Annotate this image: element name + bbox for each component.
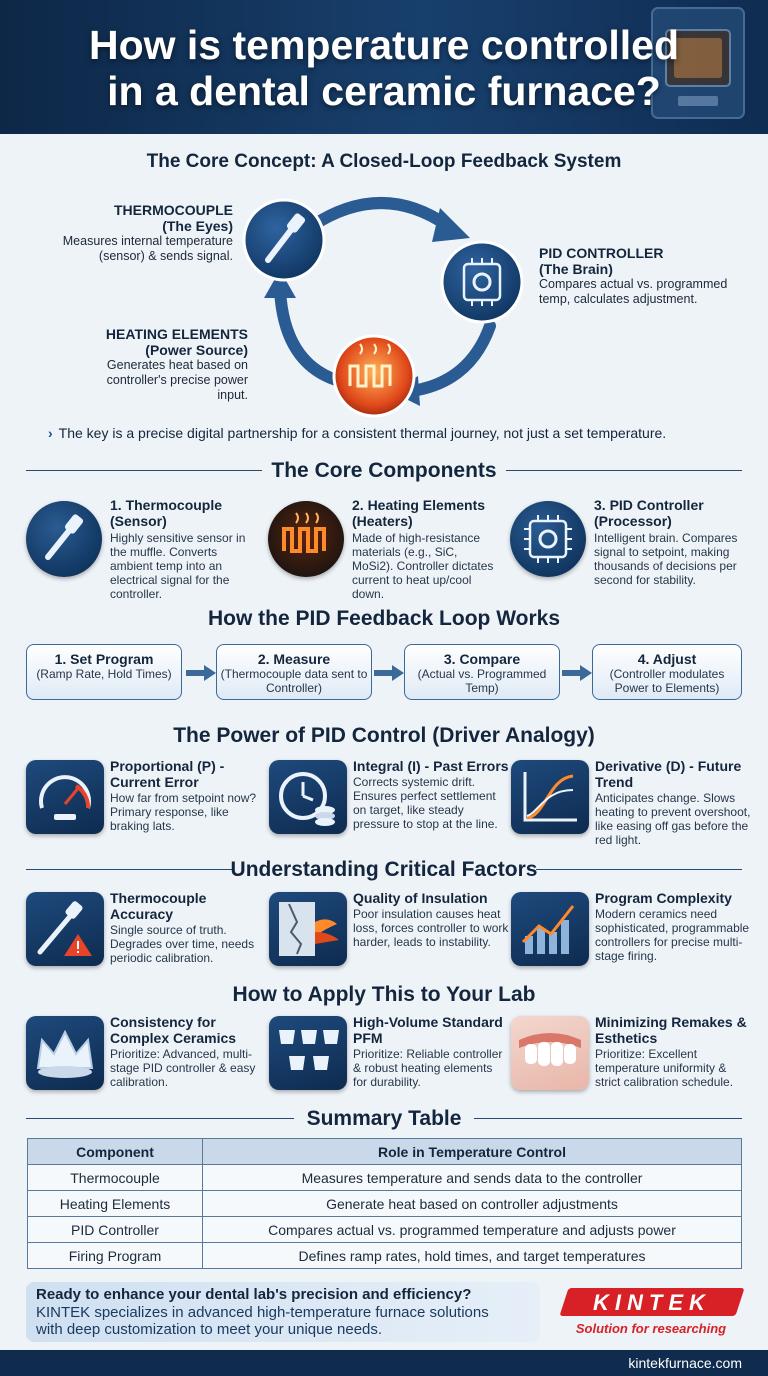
header-banner (0, 0, 768, 134)
table-cell: PID Controller (28, 1217, 203, 1243)
table-cell: Thermocouple (28, 1165, 203, 1191)
chevron-right-icon: › (48, 425, 53, 441)
page-title: How is temperature controlled in a dental ceramic furnace? (88, 22, 680, 114)
table-row (28, 1165, 742, 1191)
column-header: Component (28, 1139, 203, 1165)
summary-heading: Summary Table (306, 1107, 462, 1130)
cta-line: with deep customization to meet your unique needs. (36, 1321, 383, 1338)
arrow-right-icon (562, 665, 592, 681)
thermocouple-probe-icon (26, 501, 102, 577)
cta-box (26, 1282, 540, 1342)
chip-gear-icon (510, 501, 586, 577)
logo-wordmark: KINTEK (593, 1290, 711, 1315)
loop-step-adjust: 4. Adjust (Controller modulates Power to Elements) (592, 644, 742, 700)
table-row (28, 1243, 742, 1269)
pid-loop-heading: How the PID Feedback Loop Works (208, 607, 560, 630)
trend-curve-icon (511, 760, 589, 834)
table-cell: Heating Elements (28, 1191, 203, 1217)
apply-heading: How to Apply This to Your Lab (232, 983, 536, 1006)
table-row (28, 1191, 742, 1217)
table-header-row (28, 1139, 742, 1165)
dental-crowns-icon (269, 1016, 347, 1090)
cta-line: KINTEK specializes in advanced high-temperature furnace solutions (36, 1304, 489, 1321)
clock-coins-icon (269, 760, 347, 834)
feedback-loop-diagram (232, 186, 540, 420)
logo-tagline: Solution for researching (575, 1321, 727, 1336)
footer-bar (0, 1350, 768, 1376)
probe-warning-icon (26, 892, 104, 966)
thermocouple-node (244, 200, 324, 280)
key-insight-line: › The key is a precise digital partnership for a consistent thermal journey, not just a set temperature. (48, 425, 667, 441)
loop-step-compare: 3. Compare (Actual vs. Programmed Temp) (404, 644, 560, 700)
cracked-insulation-icon (269, 892, 347, 966)
arrow-right-icon (374, 665, 404, 681)
teeth-icon (511, 1016, 589, 1090)
website-link[interactable]: kintekfurnace.com (628, 1355, 742, 1371)
bar-chart-trend-icon (511, 892, 589, 966)
table-row (28, 1217, 742, 1243)
heating-coil-icon (268, 501, 344, 577)
kintek-logo[interactable] (558, 1288, 744, 1340)
summary-table (27, 1138, 742, 1269)
heating-elements-label: HEATING ELEMENTS (Power Source) Generates heat based on controller's precise power input. (105, 326, 248, 402)
table-cell: Generate heat based on controller adjustments (203, 1191, 742, 1217)
pid-controller-label: PID CONTROLLER (The Brain) Compares actual vs. programmed temp, calculates adjustment. (539, 245, 728, 306)
table-cell: Measures temperature and sends data to the controller (203, 1165, 742, 1191)
speedometer-icon (26, 760, 104, 834)
crown-icon (26, 1016, 104, 1090)
table-cell: Defines ramp rates, hold times, and target temperatures (203, 1243, 742, 1269)
core-concept-heading: The Core Concept: A Closed-Loop Feedback System (146, 151, 622, 172)
table-cell: Firing Program (28, 1243, 203, 1269)
components-heading: The Core Components (271, 459, 497, 482)
heating-elements-node (334, 336, 414, 416)
loop-step-measure: 2. Measure (Thermocouple data sent to Controller) (216, 644, 372, 700)
table-cell: Compares actual vs. programmed temperature and adjusts power (203, 1217, 742, 1243)
pid-controller-node (442, 242, 522, 322)
thermocouple-label: THERMOCOUPLE (The Eyes) Measures internal temperature (sensor) & sends signal. (62, 202, 233, 263)
cta-headline: Ready to enhance your dental lab's precision and efficiency? (36, 1286, 472, 1303)
arrow-right-icon (186, 665, 216, 681)
factors-heading: Understanding Critical Factors (230, 858, 538, 881)
column-header: Role in Temperature Control (203, 1139, 742, 1165)
pid-power-heading: The Power of PID Control (Driver Analogy) (173, 724, 595, 747)
loop-step-set-program: 1. Set Program (Ramp Rate, Hold Times) (26, 644, 182, 700)
